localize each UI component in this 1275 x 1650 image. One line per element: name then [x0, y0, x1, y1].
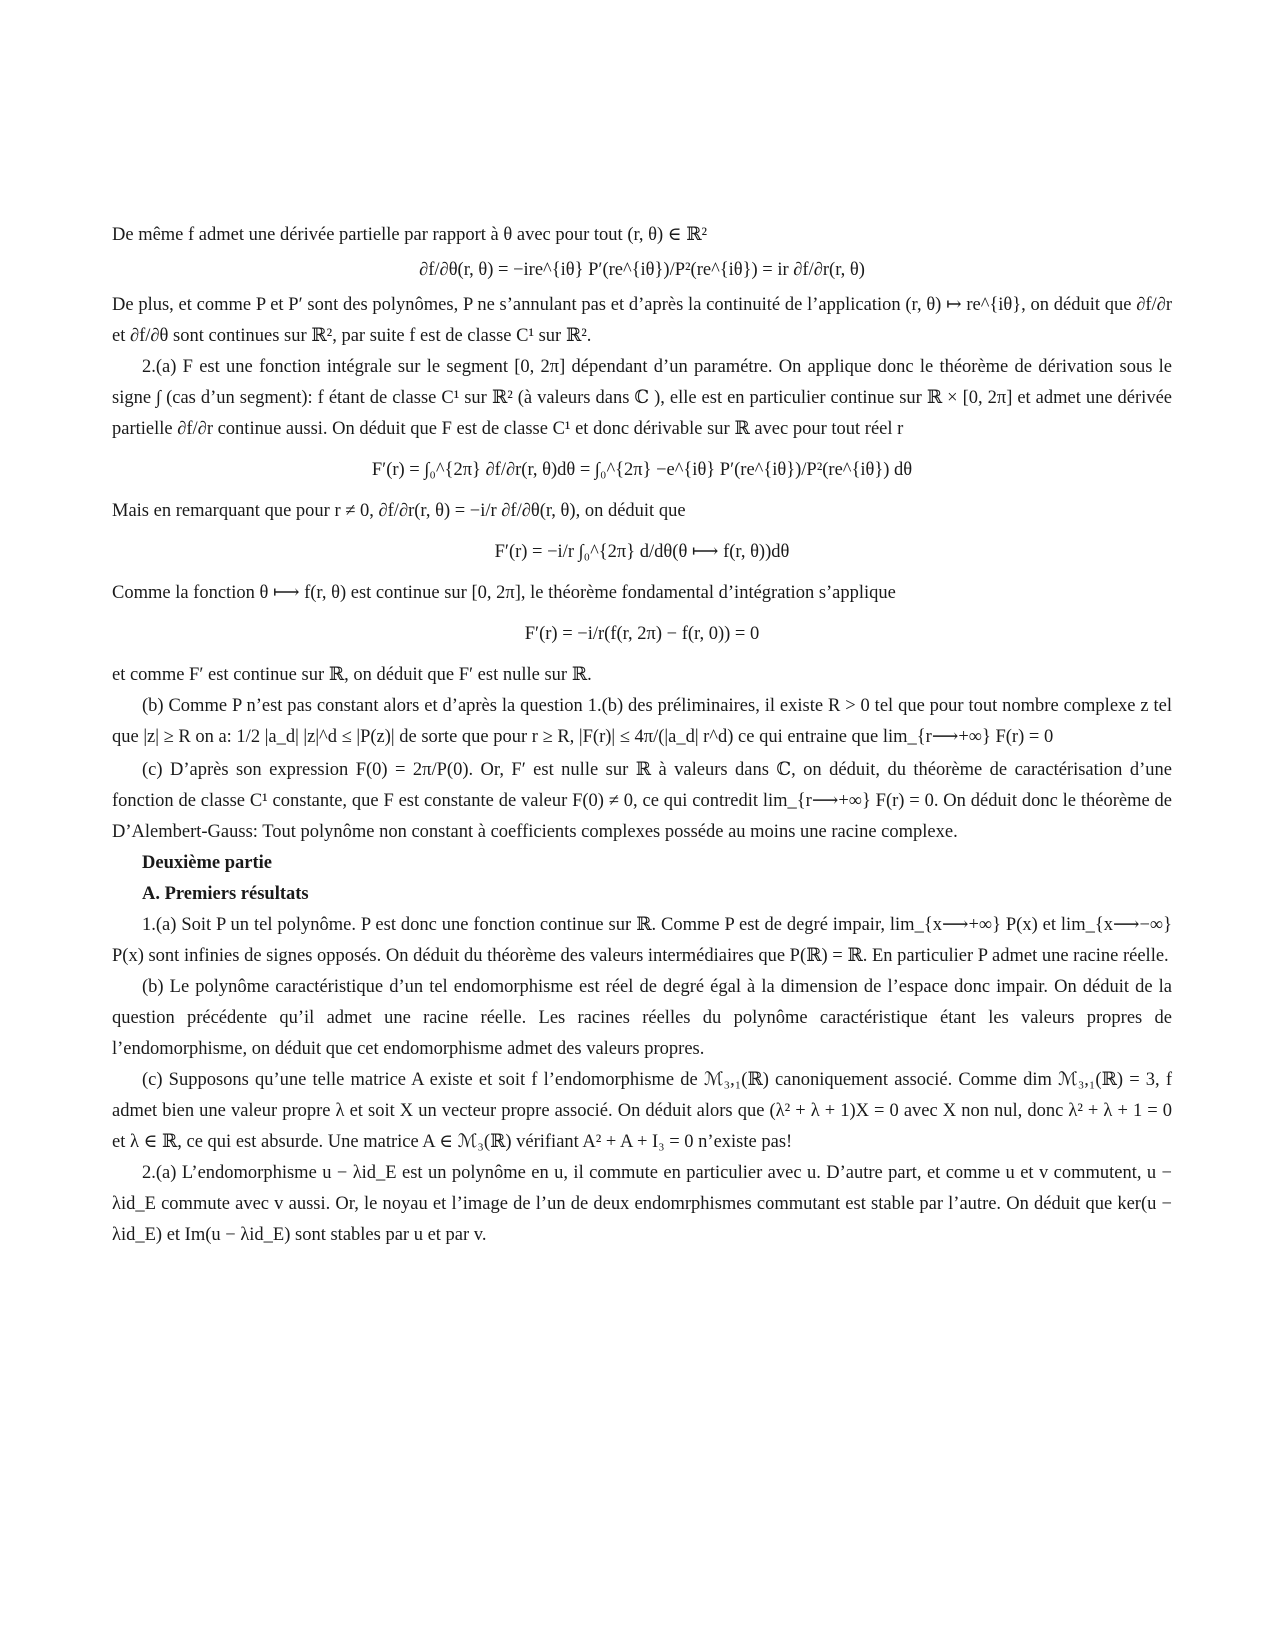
paragraph-1a: 1.(a) Soit P un tel polynôme. P est donc une fonction continue sur ℝ. Comme P est de degré impair, lim_{x⟶+∞} P(x) et lim_{x⟶−∞} P(x) sont infinies de signes opposés. On déduit du théorème des valeurs intermédiaires que P(ℝ) = ℝ. En particulier P admet une racine réelle. — [112, 915, 1172, 966]
equation-F-prime-integral: F′(r) = ∫₀^{2π} ∂f/∂r(r, θ)dθ = ∫₀^{2π} −e^{iθ} P′(re^{iθ})/P²(re^{iθ}) dθ — [371, 460, 913, 480]
heading-deuxieme-partie: Deuxième partie — [142, 853, 272, 873]
paragraph-2a: 2.(a) F est une fonction intégrale sur le segment [0, 2π] dépendant d’un paramétre. On applique donc le théorème de dérivation sous le signe ∫ (cas d’un segment): f étant de classe C¹ sur ℝ² (à valeurs dans ℂ ), elle est en particulier continue sur ℝ × [0, 2π] et admet une dérivée partielle ∂f/∂r continue aussi. On déduit que F est de classe C¹ et donc dérivable sur ℝ avec pour tout réel r — [112, 357, 1172, 439]
equation-F-prime-zero: F′(r) = −i/r(f(r, 2π) − f(r, 0)) = 0 — [524, 624, 760, 644]
paragraph-2c: (c) D’après son expression F(0) = 2π/P(0). Or, F′ est nulle sur ℝ à valeurs dans ℂ, on déduit, du théorème de caractérisation d’une fonction de classe C¹ constante, que F est constante de valeur F(0) ≠ 0, ce qui contredit lim_{r⟶+∞} F(r) = 0. On déduit donc le théorème de D’Alembert-Gauss: Tout polynôme non constant à coefficients complexes posséde au moins une racine complexe. — [112, 760, 1172, 842]
paragraph-2b: (b) Comme P n’est pas constant alors et d’après la question 1.(b) des préliminaires, il existe R > 0 tel que pour tout nombre complexe z tel que |z| ≥ R on a: 1/2 |a_d| |z|^d ≤ |P(z)| de sorte que pour r ≥ R, |F(r)| ≤ 4π/(|a_d| r^d) ce qui entraine que lim_{r⟶+∞} F(r) = 0 — [112, 696, 1172, 747]
equation-F-prime-derivative: F′(r) = −i/r ∫₀^{2π} d/dθ(θ ⟼ f(r, θ))dθ — [494, 542, 790, 562]
paragraph-continuity: De plus, et comme P et P′ sont des polynômes, P ne s’annulant pas et d’après la continuité de l’application (r, θ) ↦ re^{iθ}, on déduit que ∂f/∂r et ∂f/∂θ sont continues sur ℝ², par suite f est de classe C¹ sur ℝ². — [112, 295, 1172, 346]
paragraph-remark: Mais en remarquant que pour r ≠ 0, ∂f/∂r(r, θ) = −i/r ∂f/∂θ(r, θ), on déduit que — [112, 501, 686, 521]
paragraph-1c: (c) Supposons qu’une telle matrice A existe et soit f l’endomorphisme de ℳ₃,₁(ℝ) canoniquement associé. Comme dim ℳ₃,₁(ℝ) = 3, f admet bien une valeur propre λ et soit X un vecteur propre associé. On déduit alors que (λ² + λ + 1)X = 0 avec X non nul, donc λ² + λ + 1 = 0 et λ ∈ ℝ, ce qui est absurde. Une matrice A ∈ ℳ₃(ℝ) vérifiant A² + A + I₃ = 0 n’existe pas! — [112, 1070, 1172, 1152]
heading-premiers-resultats: A. Premiers résultats — [142, 884, 309, 904]
paragraph-partial-theta: De même f admet une dérivée partielle par rapport à θ avec pour tout (r, θ) ∈ ℝ² — [112, 225, 708, 245]
paragraph-2a-endomorphism: 2.(a) L’endomorphisme u − λid_E est un polynôme en u, il commute en particulier avec u. D’autre part, et comme u et v commutent, u − λid_E commute avec v aussi. Or, le noyau et l’image de l’un de deux endomrphismes commutant est stable par l’autre. On déduit que ker(u − λid_E) et Im(u − λid_E) sont stables par u et par v. — [112, 1163, 1172, 1245]
paragraph-fundamental-theorem: Comme la fonction θ ⟼ f(r, θ) est continue sur [0, 2π], le théorème fondamental d’intégration s’applique — [112, 583, 896, 603]
paragraph-1b: (b) Le polynôme caractéristique d’un tel endomorphisme est réel de degré égal à la dimension de l’espace donc impair. On déduit de la question précédente qu’il admet une racine réelle. Les racines réelles du polynôme caractéristique étant les valeurs propres de l’endomorphisme, on déduit que cet endomorphisme admet des valeurs propres. — [112, 977, 1172, 1059]
paragraph-F-prime-null: et comme F′ est continue sur ℝ, on déduit que F′ est nulle sur ℝ. — [112, 665, 592, 685]
equation-df-dtheta: ∂f/∂θ(r, θ) = −ire^{iθ} P′(re^{iθ})/P²(re^{iθ}) = ir ∂f/∂r(r, θ) — [419, 260, 865, 280]
document-body — [112, 220, 1172, 1251]
